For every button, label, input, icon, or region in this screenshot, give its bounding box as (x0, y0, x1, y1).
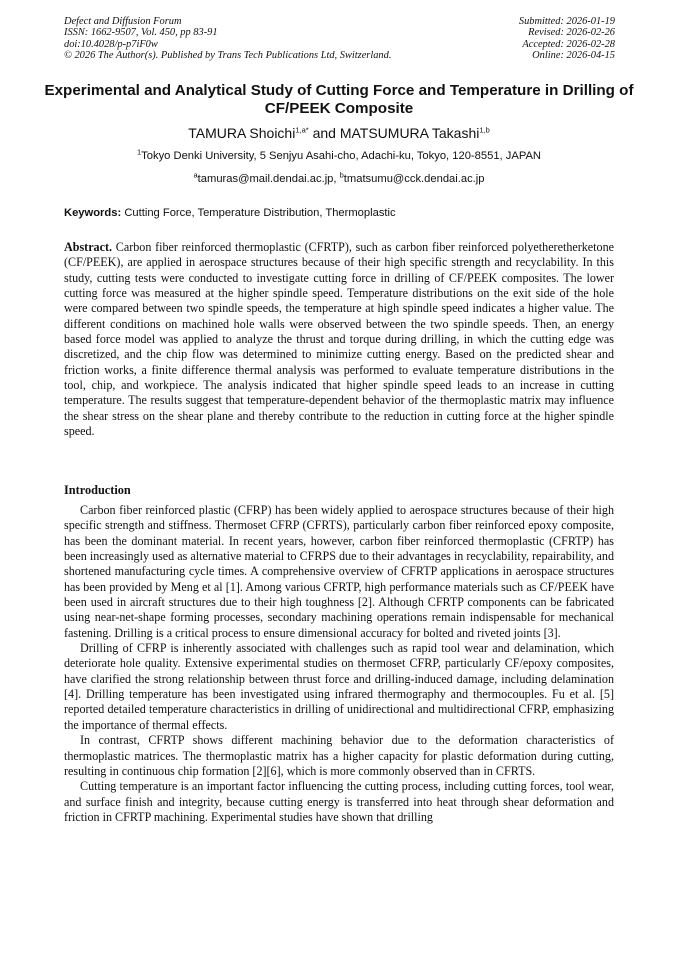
keywords-label: Keywords: (64, 207, 122, 219)
intro-paragraph: Drilling of CFRP is inherently associated with challenges such as rapid tool wear and delamination, which deteriorate hole quality. Extensive experimental studies on thermoset CFRP, particularly CF/epoxy composites, have clarified the strong relationship between thrust force and drilling-induced damage, including delamination [4]. Drilling temperature has been investigated using infrared thermography and thermocouples. Fu et al. [5] reported detailed temperature characteristics in drilling of unidirectional and multidirectional CFRP, emphasizing the importance of thermal effects. (64, 641, 614, 732)
journal-header-left (64, 16, 391, 62)
author-2-name: MATSUMURA Takashi (339, 125, 480, 141)
journal-issn: ISSN: 1662-9507, Vol. 450, pp 83-91 (64, 27, 218, 39)
author-1-name: TAMURA Shoichi (188, 125, 296, 141)
introduction-body (64, 503, 614, 897)
affiliation-text: Tokyo Denki University, 5 Senjyu Asahi-cho, Adachi-ku, Tokyo, 120-8551, JAPAN (141, 150, 541, 162)
journal-name: Defect and Diffusion Forum (64, 16, 182, 27)
author-2-sup: 1,b (479, 125, 490, 135)
intro-paragraph: Carbon fiber reinforced plastic (CFRP) has been widely applied to aerospace structures because of their high specific strength and stiffness. Thermoset CFRP (CFRTS), particularly carbon fiber reinforced epoxy composite, has been the dominant material. In recent years, however, carbon fiber reinforced thermoplastic (CFRTP) has been increasingly used as alternative material to CFRPS due to their advantages in recyclability, repairability, and shortened manufacturing cycle times. A comprehensive overview of CFRTP applications in aerospace structures has been provided by Meng et al [1]. Among various CFRTP, high performance materials such as CF/PEEK have been used in aircraft structures due to their high toughness [2]. Although CFRTP components can be fabricated using near-net-shape forming processes, secondary machining operations remain indispensable for mechanical fastening. Drilling is a critical process to ensure dimensional accuracy for bolted and riveted joints [3]. (64, 503, 614, 640)
paper-title: Experimental and Analytical Study of Cutting Force and Temperature in Drilling of CF/PEEK Composite (44, 82, 634, 117)
email-separator: , (333, 173, 340, 185)
affiliation-sup: 1 (136, 147, 142, 157)
date-submitted: Submitted: 2026-01-19 (518, 16, 615, 27)
journal-doi: doi:10.4028/p-p7iF0w (64, 38, 158, 50)
journal-header-right (519, 16, 615, 62)
date-accepted: Accepted: 2026-02-28 (522, 38, 615, 50)
affiliation (40, 149, 638, 163)
email-a[interactable]: tamuras@mail.dendai.ac.jp (197, 173, 334, 185)
keywords (64, 206, 616, 220)
author-line (40, 124, 638, 142)
date-online: Online: 2026-04-15 (532, 50, 615, 62)
section-heading-introduction: Introduction (64, 483, 131, 497)
journal-copyright: © 2026 The Author(s). Published by Trans Tech Publications Ltd, Switzerland. (64, 50, 392, 62)
keywords-text: Cutting Force, Temperature Distribution, Thermoplastic (124, 207, 396, 219)
email-b[interactable]: tmatsumu@cck.dendai.ac.jp (343, 173, 485, 185)
abstract (64, 240, 614, 439)
email-b-sup: b (339, 170, 344, 180)
date-revised: Revised: 2026-02-26 (528, 27, 615, 39)
email-a-sup: a (193, 170, 198, 180)
intro-paragraph: In contrast, CFRTP shows different machining behavior due to the deformation characteristics of thermoplastic matrices. The thermoplastic matrix has a higher capacity for plastic deformation during cutting, resulting in continuous chip formation [2][6], which is more commonly observed than in CFRTS. (64, 733, 614, 778)
email-line (40, 172, 638, 186)
author-conjunction: and (312, 125, 336, 141)
author-1-sup: 1,a* (295, 125, 309, 135)
intro-paragraph: Cutting temperature is an important factor influencing the cutting process, including cutting forces, tool wear, and surface finish and integrity, because cutting energy is transferred into heat through shear deformation and friction in CFRTP machining. Experimental studies have shown that drilling (64, 779, 614, 824)
abstract-label: Abstract. (64, 240, 113, 254)
abstract-text: Carbon fiber reinforced thermoplastic (CFRTP), such as carbon fiber reinforced polyetheretherketone (CF/PEEK), are applied in aerospace structures because of their high specific strength and recyclability. In this study, cutting tests were conducted to investigate cutting force in drilling of CF/PEEK composites. The lower cutting force was measured at the higher spindle speed. Temperature distributions on the exit side of the hole were compared between two spindle speeds, the temperature at high spindle speed indicates a higher value. The different conditions on machined hole walls were observed between the two spindle speeds. Then, an energy based force model was applied to analyze the thrust and torque during drilling, in which the cutting edge was discretized, and the chip flow was determined to minimize cutting energy. Based on the predicted shear and friction works, a finite difference thermal analysis was performed to evaluate temperature distributions in the tool, chip, and workpiece. The analysis indicated that higher spindle speed leads to an increase in cutting temperature. The results suggest that temperature-dependent behavior of the thermoplastic matrix may influence the shear stress on the shear plane and thereby contribute to the reduction in cutting force at the higher spindle speed. (64, 240, 614, 439)
